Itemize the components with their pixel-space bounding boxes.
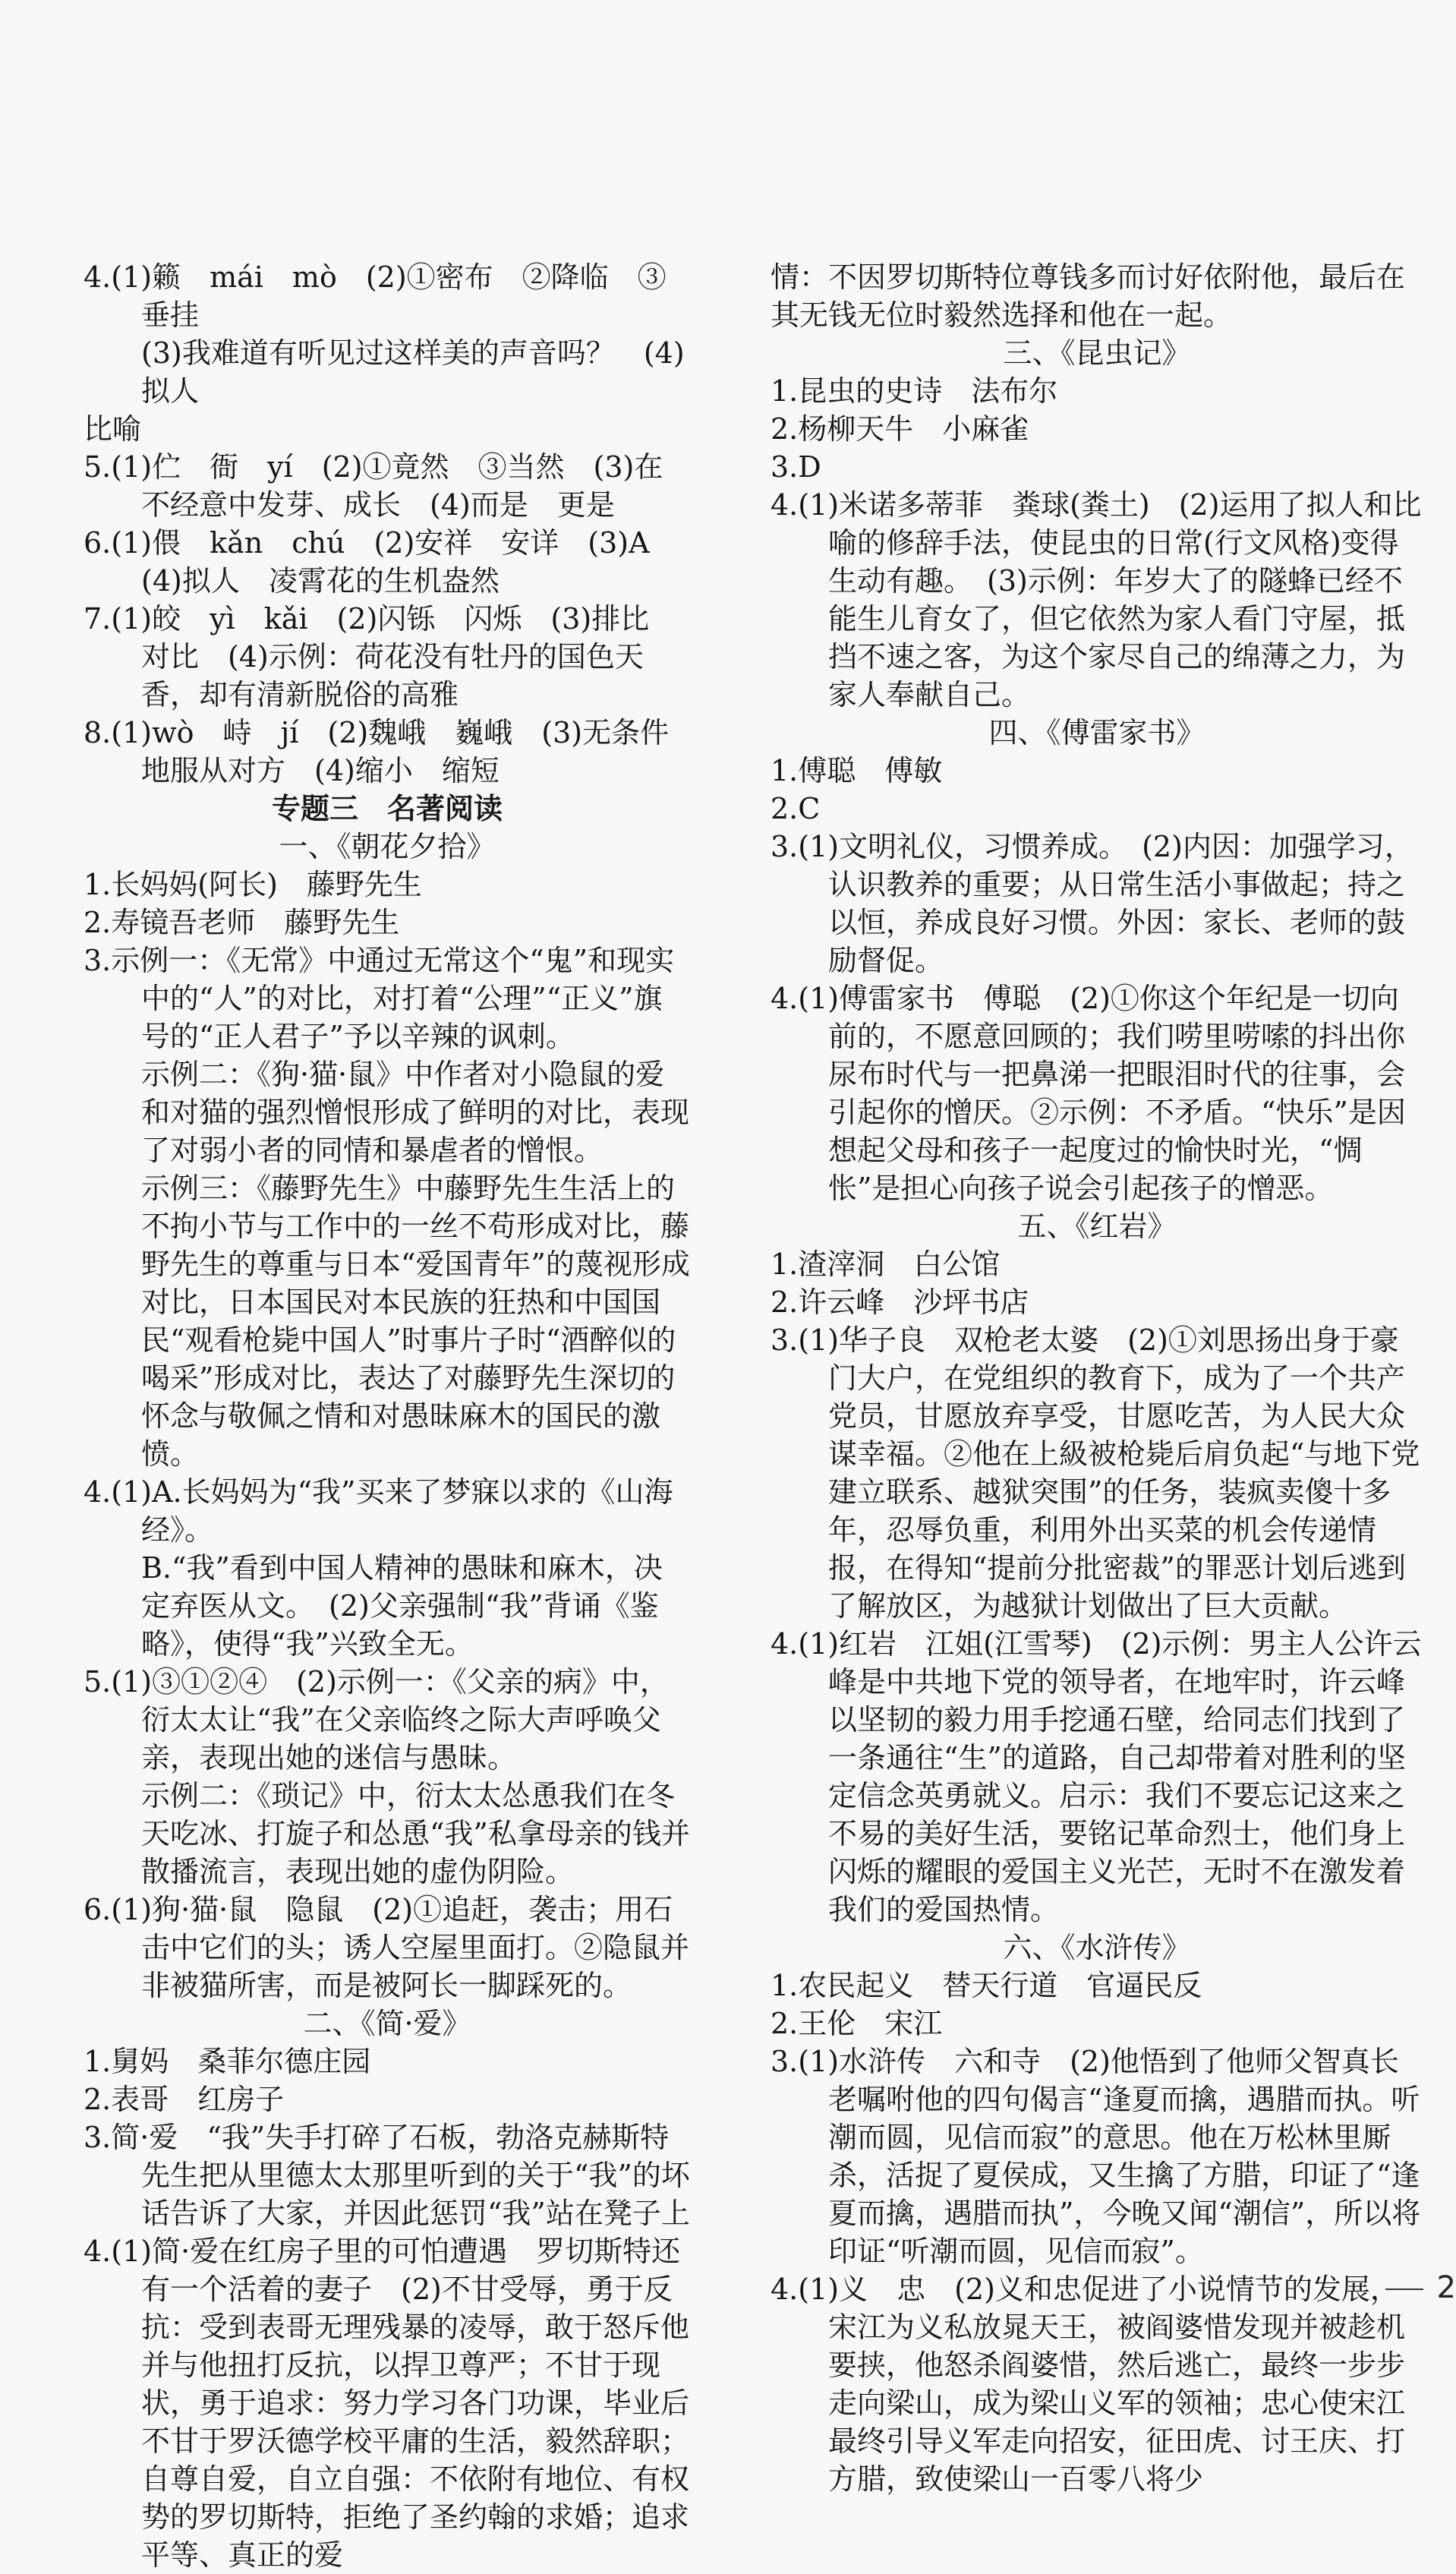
section-heading: 二、《简·爱》: [303, 2007, 471, 2040]
answer-line: 1.昆虫的史诗 法布尔: [771, 374, 1058, 408]
answer-line: 3.(1)文明礼仪，习惯养成。 (2)内因：加强学习，认识教养的重要；从日常生活小事做起；持之以恒，养成良好习惯。外因：家长、老师的鼓励督促。: [771, 830, 1413, 977]
answer-line: 情：不因罗切斯特位尊钱多而讨好依附他，最后在其无钱无位时毅然选择和他在一起。: [771, 260, 1406, 332]
answer-line: 4.(1)A.长妈妈为“我”买来了梦寐以求的《山海经》。: [84, 1475, 673, 1547]
section-heading: 三、《昆虫记》: [1003, 336, 1191, 370]
answer-line: 3.简·爱 “我”失手打碎了石板，勃洛克赫斯特先生把从里德太太那里听到的关于“我”的坏话告诉了大家，并因此惩罚“我”站在凳子上: [84, 2121, 690, 2230]
answer-line: 4.(1)籁 mái mò (2)①密布 ②降临 ③垂挂: [84, 260, 667, 332]
answer-line: 3.(1)华子良 双枪老太婆 (2)①刘思扬出身于豪门大户，在党组织的教育下，成为了一个共产党员，甘愿放弃享受，甘愿吃苦，为人民大众谋幸福。②他在上級被枪毙后肩负起“与地下党建立联系、越狱突围”的任务，装疯卖傻十多年，忍辱负重，利用外出买菜的机会传递情报，在得知“提前分批密裁”的罪恶计划后逃到了解放区，为越狱计划做出了巨大贡献。: [771, 1323, 1420, 1623]
answer-line: 5.(1)③①②④ (2)示例一：《父亲的病》中，衍太太让“我”在父亲临终之际大声呼唤父亲，表现出她的迷信与愚昧。: [84, 1665, 669, 1774]
page-number: 2: [1436, 2270, 1456, 2305]
answer-line: 1.渣滓洞 白公馆: [771, 1248, 1001, 1281]
section-heading: 专题三 名著阅读: [271, 792, 503, 825]
answer-line: 3.D: [771, 450, 821, 484]
section-heading: 六、《水浒传》: [1003, 1931, 1191, 1964]
answer-line: 比喻: [84, 412, 142, 446]
answer-line: 示例二：《狗·猫·鼠》中作者对小隐鼠的爱和对猫的强烈憎恨形成了鲜明的对比，表现了对弱小者的同情和暴虐者的憎恨。: [141, 1058, 690, 1167]
answer-line: 8.(1)wò 峙 jí (2)魏峨 巍峨 (3)无条件地服从对方 (4)缩小 缩短: [84, 716, 670, 787]
answer-line: 2.许云峰 沙坪书店: [771, 1285, 1029, 1319]
answer-line: 1.舅妈 桑菲尔德庄园: [84, 2045, 371, 2078]
answer-line: 4.(1)米诺多蒂菲 粪球(粪土) (2)运用了拟人和比喻的修辞手法，使昆虫的日常(行文风格)变得生动有趣。 (3)示例：年岁大了的隧蜂已经不能生儿育女了，但它依然为家人看门守屋，抵挡不速之客，为这个家尽自己的绵薄之力，为家人奉献自己。: [771, 488, 1422, 711]
answer-line: 1.农民起义 替天行道 官逼民反: [771, 1969, 1202, 2002]
answer-line: 2.王伦 宋江: [771, 2007, 943, 2040]
answer-line: 2.表哥 红房子: [84, 2083, 285, 2116]
answer-line: B.“我”看到中国人精神的愚昧和麻木，决定弃医从文。 (2)父亲强制“我”背诵《鉴略》，使得“我”兴致全无。: [141, 1551, 663, 1661]
answer-line: 4.(1)简·爱在红房子里的可怕遭遇 罗切斯特还有一个活着的妻子 (2)不甘受辱，勇于反抗：受到表哥无理残暴的凌辱，敢于怒斥他并与他扭打反抗，以捍卫尊严；不甘于现状，勇于追求：努力学习各门功课，毕业后不甘于罗沃德学校平庸的生活，毅然辞职；自尊自爱，自立自强：不依附有地位、有权势的罗切斯特，拒绝了圣约翰的求婚；追求平等、真正的爱: [84, 2235, 690, 2572]
answer-line: 1.傅聪 傅敏: [771, 754, 943, 787]
answer-line: 4.(1)红岩 江姐(江雪琴) (2)示例：男主人公许云峰是中共地下党的领导者，在地牢时，许云峰以坚韧的毅力用手挖通石壁，给同志们找到了一条通往“生”的道路，自己却带着对胜利的坚定信念英勇就义。启示：我们不要忘记这来之不易的美好生活，要铭记革命烈士，他们身上闪烁的耀眼的爱国主义光芒，无时不在激发着我们的爱国热情。: [771, 1627, 1422, 1926]
answer-line: 2.杨柳天牛 小麻雀: [771, 412, 1029, 446]
section-heading: 五、《红岩》: [1017, 1210, 1177, 1243]
answer-line: 3.(1)水浒传 六和寺 (2)他悟到了他师父智真长老嘱咐他的四句偈言“逢夏而擒，遇腊而执。听潮而圆，见信而寂”的意思。他在万松林里厮杀，活捉了夏侯成，又生擒了方腊，印证了“逢夏而擒，遇腊而执”，今晚又闻“潮信”，所以将印证“听潮而圆，见信而寂”。: [771, 2045, 1421, 2268]
left-column: [84, 258, 691, 2574]
answer-line: 2.C: [771, 792, 821, 825]
answer-line: 示例二：《琐记》中，衍太太怂恿我们在冬天吃冰、打旋子和怂恿“我”私拿母亲的钱并散播流言，表现出她的虚伪阴险。: [141, 1779, 690, 1888]
answer-line: 3.示例一：《无常》中通过无常这个“鬼”和现实中的“人”的对比，对打着“公理”“正义”旗号的“正人君子”予以辛辣的讽刺。: [84, 944, 675, 1053]
right-column: [771, 258, 1423, 2498]
answer-line: 示例三：《藤野先生》中藤野先生生活上的不拘小节与工作中的一丝不苟形成对比，藤野先生的尊重与日本“爱国青年”的蔑视形成对比，日本国民对本民族的狂热和中国国民“观看枪毙中国人”时事片子时“酒醉似的喝采”形成对比，表达了对藤野先生深切的怀念与敬佩之情和对愚昧麻木的国民的激愤。: [141, 1172, 690, 1471]
footer-rule: [1385, 2289, 1423, 2290]
answer-line: 2.寿镜吾老师 藤野先生: [84, 906, 400, 939]
answer-line: 4.(1)傅雷家书 傅聪 (2)①你这个年纪是一切向前的，不愿意回顾的；我们唠里唠嗦的抖出你尿布时代与一把鼻涕一把眼泪时代的往事，会引起你的憎厌。②示例：不矛盾。“快乐”是因想起父母和孩子一起度过的愉快时光，“惆怅”是担心向孩子说会引起孩子的憎恶。: [771, 982, 1406, 1205]
answer-line: 4.(1)义 忠 (2)义和忠促进了小说情节的发展，宋江为义私放晁天王，被阎婆惜发现并被趁机要挟，他怒杀阎婆惜，然后逃亡，最终一步步走向梁山，成为梁山义军的领袖；忠心使宋江最终引导义军走向招安，征田虎、讨王庆、打方腊，致使梁山一百零八将少: [771, 2273, 1406, 2496]
answer-line: (3)我难道有听见过这样美的声音吗？ (4)拟人: [141, 336, 685, 408]
answer-line: 6.(1)狗·猫·鼠 隐鼠 (2)①追赶，袭击；用石击中它们的头；诱人空屋里面打。②隐鼠并非被猫所害，而是被阿长一脚踩死的。: [84, 1893, 690, 2002]
page-footer: [1385, 2270, 1456, 2305]
section-heading: 四、《傅雷家书》: [988, 716, 1205, 749]
section-heading: 一、《朝花夕拾》: [279, 830, 496, 863]
answer-line: 5.(1)伫 衙 yí (2)①竟然 ③当然 (3)在不经意中发芽、成长 (4)而是 更是: [84, 450, 663, 522]
answer-line: 6.(1)偎 kǎn chú (2)安祥 安详 (3)A (4)拟人 凌霄花的生机盎然: [84, 526, 679, 598]
answer-line: 1.长妈妈(阿长) 藤野先生: [84, 868, 422, 901]
answer-line: 7.(1)皎 yì kǎi (2)闪铄 闪烁 (3)排比 对比 (4)示例：荷花没有牡丹的国色天香，却有清新脱俗的高雅: [84, 602, 679, 711]
